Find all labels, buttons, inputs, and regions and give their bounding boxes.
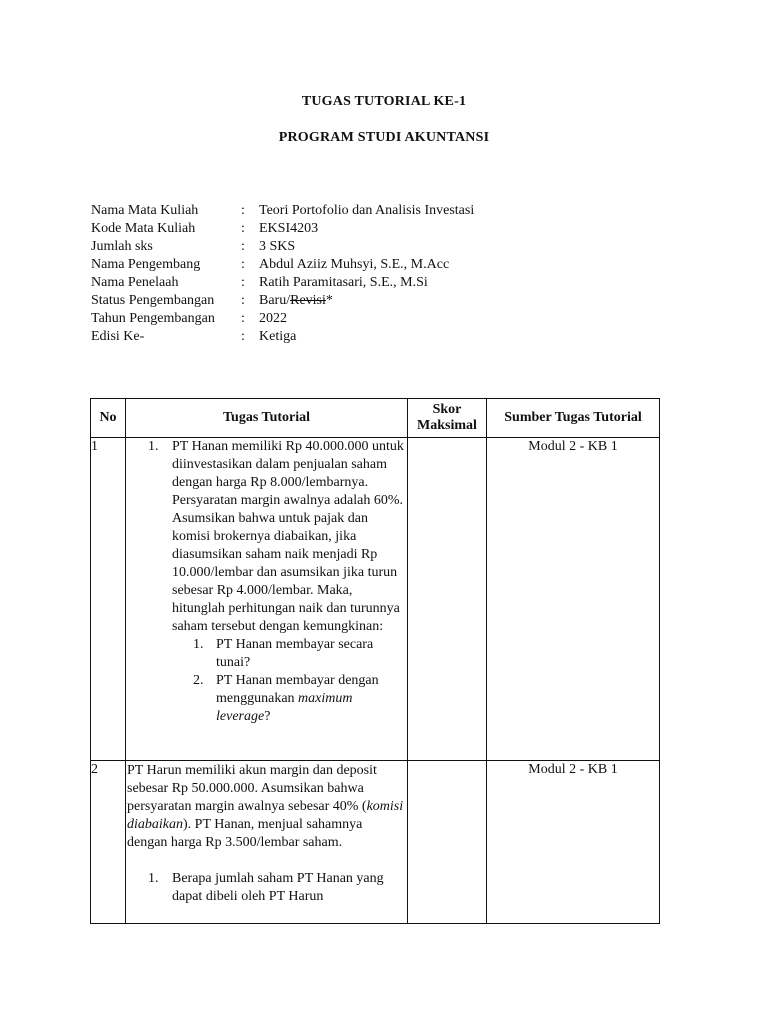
- meta-label: Nama Mata Kuliah: [91, 203, 199, 218]
- meta-value: Abdul Aziiz Muhsyi, S.E., M.Acc: [259, 257, 450, 272]
- question-text: PT Hanan memiliki Rp 40.000.000 untuk diinvestasikan dalam penjualan saham dengan harga Rp 8.000/lembarnya. Persyaratan margin awalnya adalah 60%. Asumsikan bahwa untuk pajak dan komisi brokernya diabaikan, jika diasumsikan saham naik menjadi Rp 10.000/lembar dan asumsikan jika turun sebesar Rp 4.000/lembar. Maka, hitunglah perhitungan naik dan turunnya saham tersebut dengan kemungkinan:: [172, 439, 404, 634]
- meta-colon: :: [241, 221, 245, 236]
- program-title: PROGRAM STUDI AKUNTANSI: [278, 130, 490, 145]
- meta-label: Jumlah sks: [91, 239, 153, 254]
- task-paragraph: [126, 761, 407, 852]
- table-row: [91, 761, 660, 924]
- meta-value: Teori Portofolio dan Analisis Investasi: [259, 203, 475, 218]
- meta-row-credits: [91, 238, 474, 256]
- meta-colon: :: [241, 257, 245, 272]
- meta-value: Ketiga: [259, 329, 297, 344]
- sub-question-number: 1.: [193, 637, 204, 652]
- header-score: Skor Maksimal: [408, 399, 487, 438]
- meta-label: Nama Pengembang: [91, 257, 201, 272]
- meta-row-year: [91, 310, 474, 328]
- meta-row-course-code: [91, 220, 474, 238]
- source-cell: Modul 2 - KB 1: [487, 761, 660, 924]
- score-cell: [408, 761, 487, 924]
- status-asterisk: *: [325, 293, 333, 308]
- sub-question-emphasis: maximum leverage: [216, 691, 353, 724]
- task-cell: [126, 761, 408, 924]
- table-row: [91, 438, 660, 761]
- sub-question: [126, 636, 407, 672]
- meta-row-developer: [91, 256, 474, 274]
- question-text: Berapa jumlah saham PT Hanan yang dapat dibeli oleh PT Harun: [172, 871, 384, 904]
- meta-row-status: [91, 292, 474, 310]
- sub-question-text-part: ?: [264, 709, 271, 724]
- paragraph-text-part: PT Harun memiliki akun margin dan deposit sebesar Rp 50.000.000. Asumsikan bahwa persyaratan margin awalnya sebesar 40% (: [127, 763, 377, 814]
- sub-question: [126, 672, 407, 726]
- meta-colon: :: [241, 275, 245, 290]
- meta-colon: :: [241, 311, 245, 326]
- header-task: Tugas Tutorial: [126, 399, 408, 438]
- meta-colon: :: [241, 203, 245, 218]
- meta-label: Kode Mata Kuliah: [91, 221, 196, 236]
- meta-label: Status Pengembangan: [91, 293, 215, 308]
- meta-colon: :: [241, 239, 245, 254]
- spacer: [126, 852, 407, 870]
- paragraph-text-part: ). PT Hanan, menjual sahamnya dengan harga Rp 3.500/lembar saham.: [127, 817, 363, 850]
- header-no: No: [91, 399, 126, 438]
- tutorial-task-table: [90, 398, 660, 924]
- sub-question-number: 2.: [193, 673, 204, 688]
- paragraph-emphasis: komisi diabaikan: [127, 799, 404, 832]
- meta-row-course-name: [91, 202, 474, 220]
- table-header-row: [91, 399, 660, 438]
- course-info: [91, 202, 474, 346]
- meta-label: Edisi Ke-: [91, 329, 145, 344]
- header-source: Sumber Tugas Tutorial: [487, 399, 660, 438]
- status-revision-struck: Revisi: [290, 293, 326, 308]
- question-number: 1.: [148, 871, 159, 886]
- meta-colon: :: [241, 293, 245, 308]
- question: [126, 870, 407, 906]
- meta-value: EKSI4203: [259, 221, 319, 236]
- score-cell: [408, 438, 487, 761]
- sub-question-text: [216, 673, 379, 724]
- source-cell: Modul 2 - KB 1: [487, 438, 660, 761]
- meta-row-edition: [91, 328, 474, 346]
- meta-label: Nama Penelaah: [91, 275, 179, 290]
- task-cell: [126, 438, 408, 761]
- sub-question-text: PT Hanan membayar secara tunai?: [216, 637, 374, 670]
- question-number: 1.: [148, 439, 159, 454]
- question: [126, 438, 407, 636]
- meta-value: 2022: [259, 311, 287, 326]
- meta-colon: :: [241, 329, 245, 344]
- meta-value-status: [259, 292, 333, 310]
- meta-label: Tahun Pengembangan: [91, 311, 215, 326]
- row-number: 2: [91, 761, 126, 924]
- sub-question-text-part: PT Hanan membayar dengan menggunakan: [216, 673, 379, 706]
- row-number: 1: [91, 438, 126, 761]
- meta-value: Ratih Paramitasari, S.E., M.Si: [259, 275, 428, 290]
- meta-value: 3 SKS: [259, 239, 296, 254]
- meta-row-reviewer: [91, 274, 474, 292]
- status-new: Baru/: [259, 293, 291, 308]
- document-title: TUGAS TUTORIAL KE-1: [301, 94, 467, 109]
